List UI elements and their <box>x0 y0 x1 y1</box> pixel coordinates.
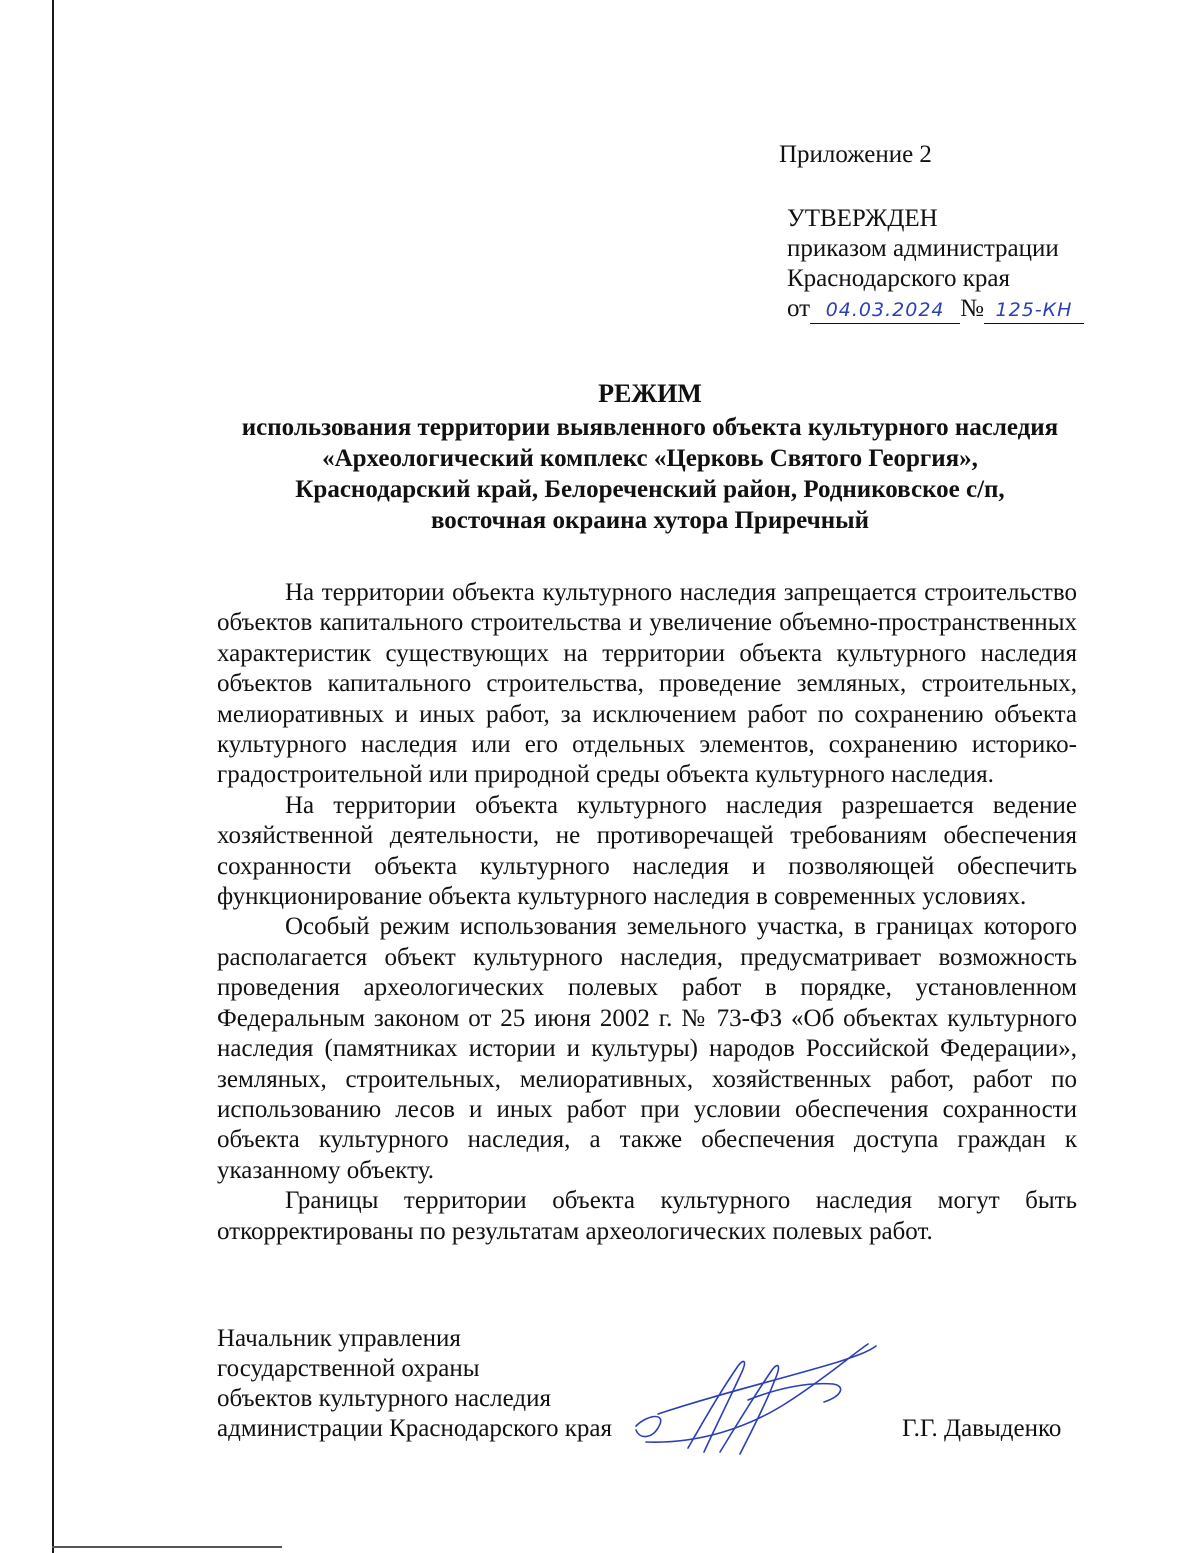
document-body <box>217 578 1077 1247</box>
position-line-1: Начальник управления <box>217 1325 461 1352</box>
from-label: от <box>787 295 811 322</box>
paragraph-permissions: На территории объекта культурного наследия разрешается ведение хозяйственной деятельности, не противоречащей требованиям обеспечения сохранности объекта культурного наследия и позволяющей обеспечить функционирование объекта культурного наследия в современных условиях. <box>217 791 1077 911</box>
handwritten-signature-icon <box>628 1330 888 1470</box>
paragraph-special-regime: Особый режим использования земельного участка, в границах которого располагается объект культурного наследия, предусматривает возможность проведения археологических полевых работ в порядке, установленном Федеральным законом от 25 июня 2002 г. № 73-ФЗ «Об объектах культурного наследия (памятниках истории и культуры) народов Российской Федерации», земляных, строительных, мелиоративных, хозяйственных работ, работ по использованию лесов и иных работ при условии обеспечения сохранности объекта культурного наследия, а также обеспечения доступа граждан к указанному объекту. <box>217 913 1077 1184</box>
title-line-2: «Археологический комплекс «Церковь Святого Георгия», <box>322 445 978 472</box>
document-title <box>200 378 1100 536</box>
approval-date-line <box>787 294 1084 324</box>
handwritten-date: 04.03.2024 <box>810 297 960 324</box>
handwritten-number: 125-КН <box>984 297 1084 324</box>
signer-name: Г.Г. Давыденко <box>902 1415 1062 1442</box>
position-line-2: государственной охраны <box>217 1355 480 1382</box>
title-line-1: использования территории выявленного объекта культурного наследия <box>241 414 1059 441</box>
approval-line-2: Краснодарского края <box>787 265 1010 292</box>
scan-bottom-edge <box>52 1546 282 1548</box>
position-line-3: объектов культурного наследия <box>217 1385 551 1412</box>
position-line-4: администрации Краснодарского края <box>217 1415 613 1442</box>
approval-heading: УТВЕРЖДЕН <box>787 205 938 232</box>
approval-line-1: приказом администрации <box>787 235 1059 262</box>
approval-block <box>787 204 1084 324</box>
appendix-label: Приложение 2 <box>779 141 932 168</box>
scan-left-edge <box>52 0 54 1553</box>
paragraph-prohibitions: На территории объекта культурного наследия запрещается строительство объектов капитального строительства и увеличение объемно-пространственных характеристик существующих на территории объекта культурного наследия объектов капитального строительства, проведение земляных, строительных, мелиоративных и иных работ, за исключением работ по сохранению объекта культурного наследия или его отдельных элементов, сохранению историко-градостроительной или природной среды объекта культурного наследия. <box>217 579 1077 789</box>
number-label: № <box>960 295 984 322</box>
title-main: РЕЖИМ <box>598 379 702 408</box>
signatory-position <box>217 1324 612 1444</box>
title-line-4: восточная окраина хутора Приречный <box>430 507 870 534</box>
title-line-3: Краснодарский край, Белореченский район, Родниковское с/п, <box>295 476 1005 503</box>
paragraph-boundaries: Границы территории объекта культурного наследия могут быть откорректированы по результатам археологических полевых работ. <box>217 1187 1077 1245</box>
